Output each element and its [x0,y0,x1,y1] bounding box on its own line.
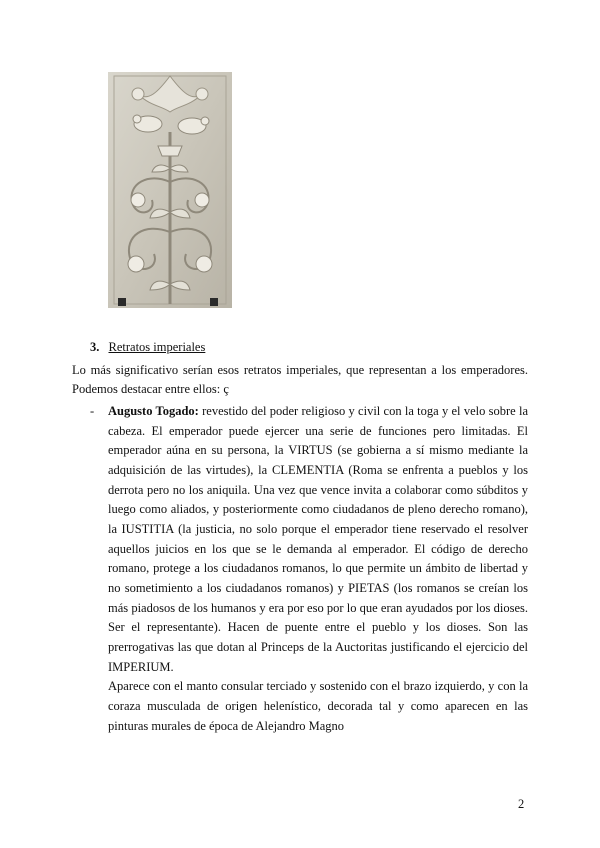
intro-paragraph: Lo más significativo serían esos retratos imperiales, que representan a los emperadores. Podemos destacar entre ellos: ç [72,363,528,396]
section-heading [90,339,205,355]
relief-panel-image [108,72,232,308]
bullet-item-augusto-togado [108,402,528,736]
bullet-paragraph-2: Aparece con el manto consular terciado y sostenido con el brazo izquierdo, y con la coraza musculada de origen helenístico, decorada tal y como aparecen en las pinturas murales de época de Alejandro Magno [108,679,528,733]
bullet-paragraph-1 [108,402,528,677]
bullet-dash: - [90,404,95,418]
page-number: 2 [518,797,525,811]
section-title: Retratos imperiales [108,340,206,354]
bullet-text-1: revestido del poder religioso y civil con la toga y el velo sobre la cabeza. El emperador puede ejercer una serie de funciones pero limitadas. El emperador aúna en su persona, la VIRTUS (se gobierna a sí mismo mediante la adquisición de las virtudes), la CLEMENTIA (Roma se enfrenta a pueblos y los derrota pero no los aniquila. Una vez que vence invita a colaborar como súbditos y luego como aliados, y posteriormente como ciudadanos de pleno derecho romano), la IUSTITIA (la justicia, no solo porque el emperador tiene reservado el resolver aquellos juicios en los que se le demanda al emperador. El código de derecho romano, protege a los ciudadanos romanos, lo que permite un ámbito de libertad y no sometimiento a los ciudadanos romanos) y PIETAS (los romanos se creían los más piadosos de los humanos y era por eso por lo que eran ayudados por los dioses. Ser el representante). Hacen de puente entre el pueblo y los dioses. Son las prerrogativas las que dotan al Princeps de la Auctoritas justificando el ejercicio del IMPERIUM. [108,404,528,674]
bullet-term: Augusto Togado: [108,404,199,418]
section-number: 3. [90,340,100,354]
